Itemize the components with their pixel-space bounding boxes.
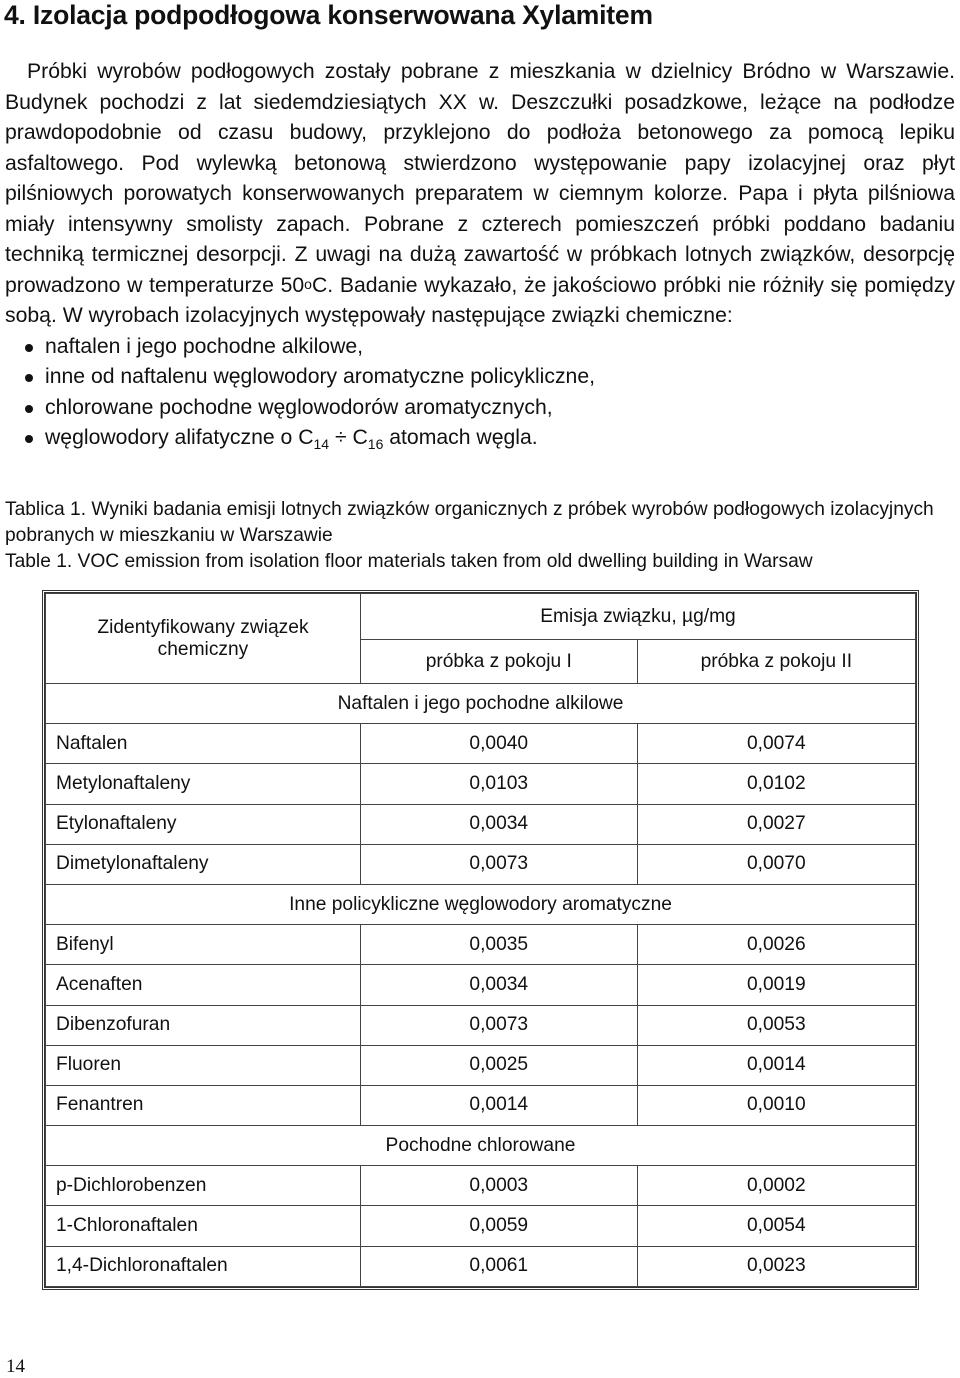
table-row — [46, 1005, 916, 1045]
list-item — [5, 362, 955, 393]
list-item-text: naftalen i jego pochodne alkilowe, — [45, 334, 364, 358]
compound-name: Bifenyl — [46, 925, 361, 965]
table-row — [46, 1085, 916, 1125]
compound-name: Naftalen — [46, 724, 361, 764]
subscript: 14 — [313, 436, 330, 453]
group-title: Pochodne chlorowane — [46, 1126, 916, 1166]
table-row — [46, 764, 916, 804]
compound-name: Dibenzofuran — [46, 1005, 361, 1045]
list-item — [5, 393, 955, 424]
value-room-1: 0,0035 — [360, 925, 637, 965]
table-row — [46, 844, 916, 884]
table-row — [46, 804, 916, 844]
group-title: Naftalen i jego pochodne alkilowe — [46, 684, 916, 724]
body-text — [5, 57, 955, 460]
compound-name: Metylonaftaleny — [46, 764, 361, 804]
header-compound: Zidentyfikowany związek chemiczny — [46, 594, 361, 684]
section-heading: 4. Izolacja podpodłogowa konserwowana Xylamitem — [4, 0, 653, 30]
table-row — [46, 1246, 916, 1286]
value-room-1: 0,0061 — [360, 1246, 637, 1286]
list-item-text: chlorowane pochodne węglowodorów aromatycznych, — [45, 395, 553, 419]
header-room-2: próbka z pokoju II — [637, 640, 915, 684]
group-title-row — [46, 884, 916, 924]
compound-name: Dimetylonaftaleny — [46, 844, 361, 884]
value-room-1: 0,0059 — [360, 1206, 637, 1246]
value-room-2: 0,0054 — [637, 1206, 915, 1246]
value-room-1: 0,0014 — [360, 1085, 637, 1125]
value-room-1: 0,0103 — [360, 764, 637, 804]
subscript: 16 — [367, 436, 384, 453]
list-item-text: ÷ C — [329, 426, 368, 449]
value-room-1: 0,0034 — [360, 965, 637, 1005]
value-room-1: 0,0034 — [360, 804, 637, 844]
value-room-2: 0,0002 — [637, 1166, 915, 1206]
compound-name: p-Dichlorobenzen — [46, 1166, 361, 1206]
header-emission: Emisja związku, µg/mg — [360, 594, 915, 640]
results-table — [45, 593, 916, 1287]
group-title: Inne policykliczne węglowodory aromatyczne — [46, 884, 916, 924]
value-room-1: 0,0073 — [360, 1005, 637, 1045]
value-room-2: 0,0074 — [637, 724, 915, 764]
compound-name: Acenaften — [46, 965, 361, 1005]
table-row — [46, 724, 916, 764]
header-room-1: próbka z pokoju I — [360, 640, 637, 684]
group-title-row — [46, 684, 916, 724]
group-title-row — [46, 1126, 916, 1166]
list-item-text: inne od naftalenu węglowodory aromatyczne policykliczne, — [45, 365, 596, 388]
table-row — [46, 965, 916, 1005]
table-caption-pl: Tablica 1. Wyniki badania emisji lotnych związków organicznych z próbek wyrobów podłogowych izolacyjnych pobranych w mieszkaniu w Warszawie — [5, 499, 934, 546]
paragraph-part2: C. Badanie wykazało, że jakościowo próbki nie różniły się pomiędzy sobą. W wyrobach izolacyjnych występowały następujące związki chemiczne: — [5, 273, 955, 327]
value-room-2: 0,0023 — [637, 1246, 915, 1286]
bullet-icon — [25, 435, 33, 443]
bullet-icon — [25, 405, 33, 413]
compound-name: Fenantren — [46, 1085, 361, 1125]
compound-name: 1-Chloronaftalen — [46, 1206, 361, 1246]
list-item-text: węglowodory alifatyczne o C — [45, 426, 314, 449]
value-room-2: 0,0053 — [637, 1005, 915, 1045]
value-room-1: 0,0073 — [360, 844, 637, 884]
value-room-1: 0,0025 — [360, 1045, 637, 1085]
value-room-2: 0,0027 — [637, 804, 915, 844]
compound-list — [5, 332, 955, 460]
bullet-icon — [25, 344, 33, 352]
compound-name: Fluoren — [46, 1045, 361, 1085]
table-row — [46, 925, 916, 965]
value-room-2: 0,0026 — [637, 925, 915, 965]
list-item-text: atomach węgla. — [383, 426, 538, 449]
table-row — [46, 1166, 916, 1206]
bullet-icon — [25, 374, 33, 382]
table-captions — [5, 497, 955, 575]
list-item — [5, 423, 955, 460]
table-row — [46, 1045, 916, 1085]
results-table-frame — [42, 590, 919, 1290]
table-row — [46, 1206, 916, 1246]
value-room-1: 0,0003 — [360, 1166, 637, 1206]
degree-symbol: o — [304, 275, 312, 292]
intro-paragraph — [5, 57, 955, 332]
value-room-2: 0,0070 — [637, 844, 915, 884]
table-caption-en: Table 1. VOC emission from isolation floor materials taken from old dwelling building in Warsaw — [5, 551, 813, 572]
compound-name: Etylonaftaleny — [46, 804, 361, 844]
value-room-2: 0,0014 — [637, 1045, 915, 1085]
value-room-2: 0,0102 — [637, 764, 915, 804]
value-room-2: 0,0010 — [637, 1085, 915, 1125]
paragraph-part1: Próbki wyrobów podłogowych zostały pobrane z mieszkania w dzielnicy Bródno w Warszawie. Budynek pochodzi z lat siedemdziesiątych XX w. Deszczułki posadzkowe, leżące na podłodze prawdopodobnie od czasu budowy, przyklejono do podłoża betonowego za pomocą lepiku asfaltowego. Pod wylewką betonową stwierdzono występowanie papy izolacyjnej oraz płyt pilśniowych porowatych konserwowanych preparatem w ciemnym kolorze. Papa i płyta pilśniowa miały intensywny smolisty zapach. Pobrane z czterech pomieszczeń próbki poddano badaniu techniką termicznej desorpcji. Z uwagi na dużą zawartość w próbkach lotnych związków, desorpcję prowadzono w temperaturze 50 — [5, 60, 955, 297]
compound-name: 1,4-Dichloronaftalen — [46, 1246, 361, 1286]
list-item — [5, 332, 955, 363]
value-room-2: 0,0019 — [637, 965, 915, 1005]
value-room-1: 0,0040 — [360, 724, 637, 764]
page-number: 14 — [6, 1356, 25, 1377]
table-header-row — [46, 594, 916, 640]
